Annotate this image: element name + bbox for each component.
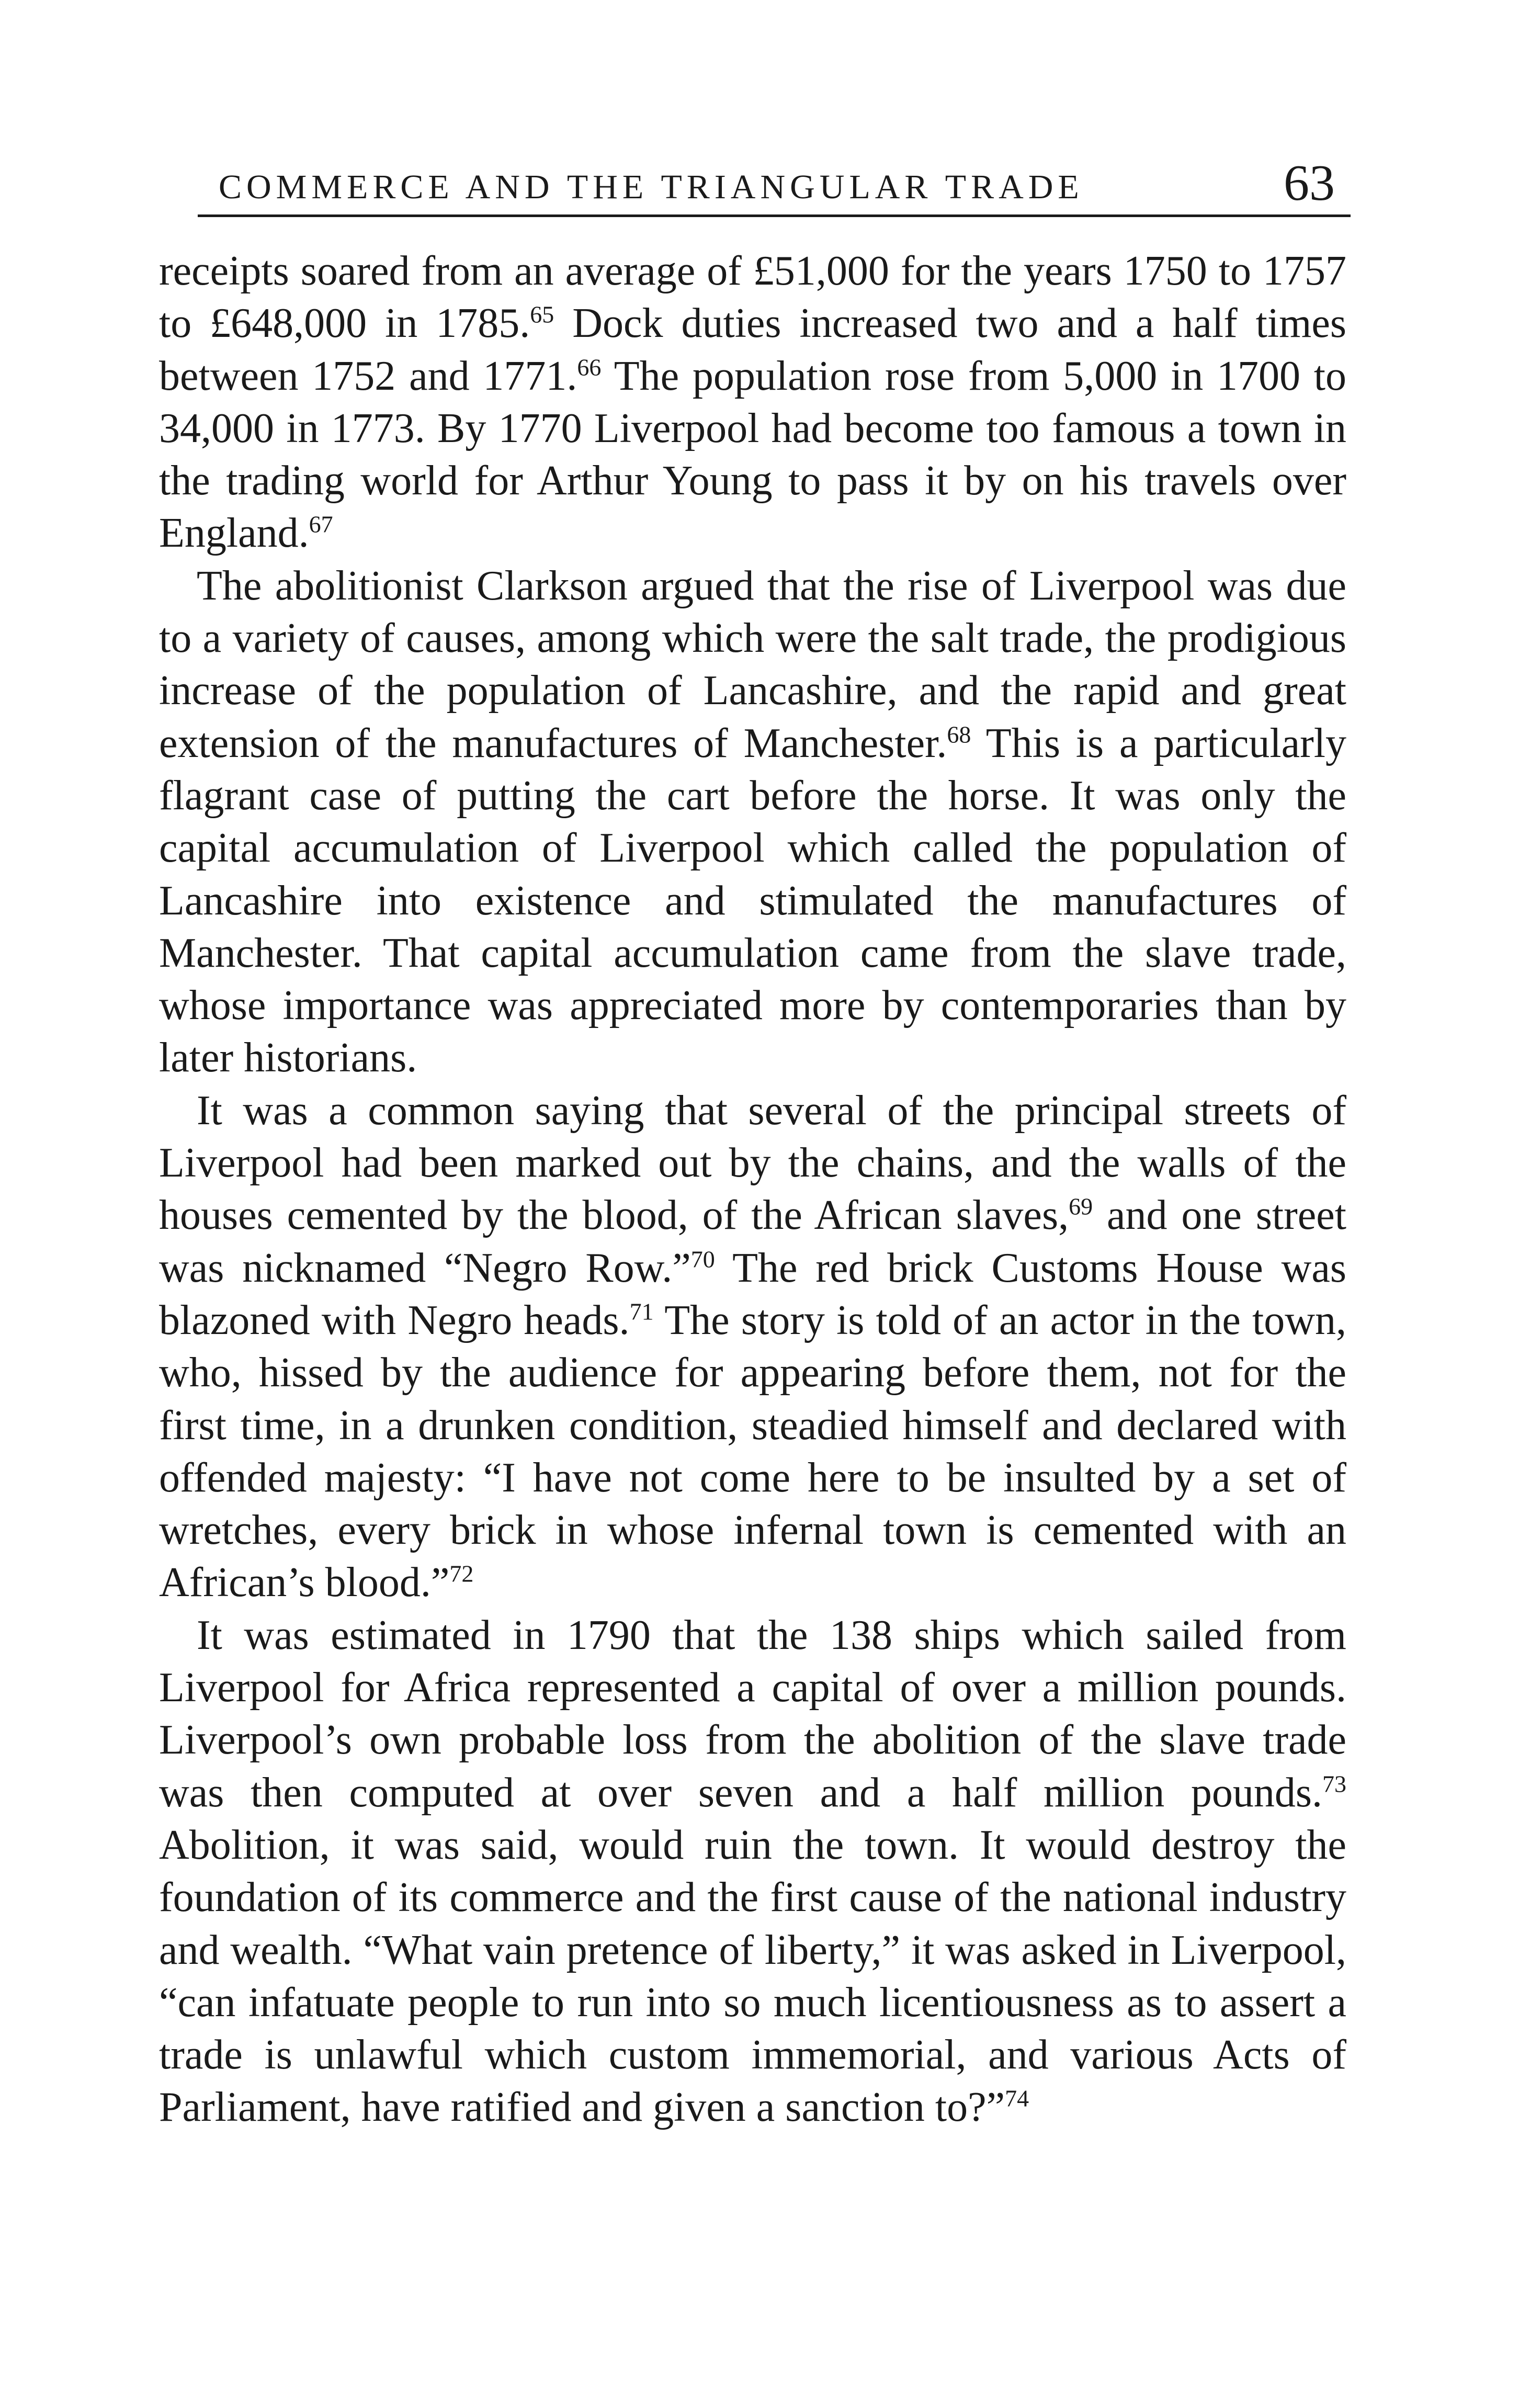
text-run: This is a particularly flagrant case of putting the cart before the horse. It was only the capital accumulation of Liverpool which called the population of Lancashire into existence and stimulated the manufactures of Manchester. That capital accumulation came from the slave trade, whose importance was appreciated more by contemporaries than by later historians. — [159, 720, 1347, 1081]
footnote-ref: 71 — [629, 1298, 654, 1325]
text-run: It was estimated in 1790 that the 138 ships which sailed from Liverpool for Africa represented a capital of over a million pounds. Liverpool’s own probable loss from the abolition of the slave trade was then computed at over seven and a half million pounds. — [159, 1612, 1346, 1816]
page-number: 63 — [1284, 155, 1335, 211]
text-run: and one street was nicknamed “Negro Row.” — [159, 1192, 1346, 1291]
footnote-ref: 67 — [309, 511, 333, 538]
paragraph — [159, 1084, 1346, 1609]
footnote-ref: 68 — [947, 721, 971, 748]
running-header — [198, 131, 1351, 217]
paragraph — [159, 245, 1346, 560]
text-run: Abolition, it was said, would ruin the town. It would destroy the foundation of its commerce and the first cause of the national industry and wealth. “What vain pretence of liberty,” it was asked in Liverpool, “can infatuate people to run into so much licentiousness as to assert a trade is unlawful which custom immemorial, and various Acts of Parliament, have ratified and given a sanction to?” — [159, 1822, 1346, 2131]
footnote-ref: 73 — [1322, 1770, 1346, 1797]
footnote-ref: 69 — [1069, 1193, 1093, 1220]
text-run: The abolitionist Clarkson argued that the rise of Liverpool was due to a variety of causes, among which were the salt trade, the prodigious increase of the population of Lancashire, and the rapid and great extension of the manufactures of Manchester. — [159, 562, 1346, 766]
paragraph — [159, 1609, 1346, 2134]
paragraph — [159, 560, 1346, 1084]
text-run: receipts soared from an average of £51,000 for the years 1750 to 1757 to £648,000 in 1785. — [159, 248, 1346, 347]
footnote-ref: 74 — [1005, 2085, 1029, 2112]
text-run: The story is told of an actor in the town, who, hissed by the audience for appearing before them, not for the first time, in a drunken condition, steadied himself and declared with offended majesty: “I have not come here to be insulted by a set of wretches, every brick in whose infernal town is cemented with an African’s blood.” — [159, 1297, 1347, 1606]
footnote-ref: 66 — [577, 353, 602, 380]
footnote-ref: 72 — [449, 1560, 474, 1587]
text-run: The population rose from 5,000 in 1700 to 34,000 in 1773. By 1770 Liverpool had become too famous a town in the trading world for Arthur Young to pass it by on his travels over England. — [159, 353, 1347, 557]
text-run: The red brick Customs House was blazoned with Negro heads. — [159, 1245, 1347, 1343]
body-text — [159, 245, 1346, 2134]
running-title: COMMERCE AND THE TRIANGULAR TRADE — [219, 168, 1084, 206]
text-run: It was a common saying that several of the principal streets of Liverpool had been marked out by the chains, and the walls of the houses cemented by the blood, of the African slaves, — [159, 1087, 1346, 1239]
footnote-ref: 65 — [530, 301, 554, 328]
text-run: Dock duties increased two and a half times between 1752 and 1771. — [159, 300, 1346, 399]
footnote-ref: 70 — [690, 1245, 715, 1272]
